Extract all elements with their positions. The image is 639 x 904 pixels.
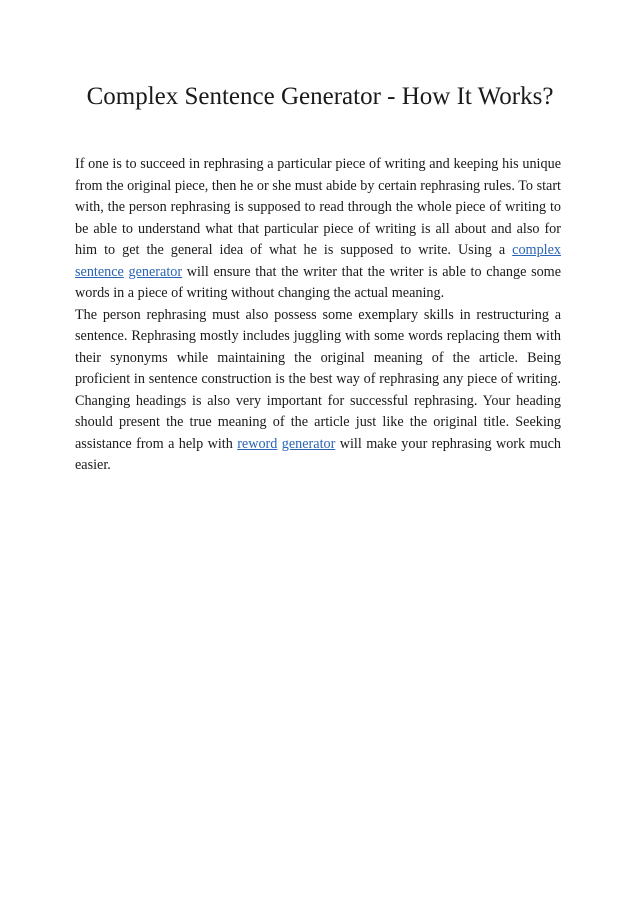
- link-generator[interactable]: generator: [128, 263, 183, 280]
- paragraph-1: [75, 154, 561, 305]
- link-complex[interactable]: complex: [512, 242, 561, 258]
- paragraph-2-text-start: The person rephrasing must also possess some exemplary skills in restructuring a sentence. Rephrasing mostly includes juggling with some words replacing them with their synonyms while maintaining the original meaning of the article. Being proficient in sentence construction is the best way of rephrasing any piece of writing. Changing headings is also very important for successful rephrasing. Your heading should present the true meaning of the article just like the original title. Seeking assistance from a help with: [75, 306, 561, 452]
- document-body: [75, 154, 561, 477]
- paragraph-2: [75, 305, 561, 477]
- link-reword-generator[interactable]: generator: [281, 435, 336, 452]
- paragraph-1-text-start: If one is to succeed in rephrasing a particular piece of writing and keeping his unique from the original piece, then he or she must abide by certain rephrasing rules. To start with, the person rephrasing is supposed to read through the whole piece of writing to be able to understand what that particular piece of writing is all about and also for him to get the general idea of what he is supposed to write. Using a: [75, 156, 561, 258]
- paragraph-1-text-end: will ensure that the writer that the writer is able to change some words in a piece of writing without changing the actual meaning.: [75, 263, 562, 301]
- link-reword[interactable]: reword: [237, 435, 278, 452]
- document-title: Complex Sentence Generator - How It Works?: [86, 83, 554, 110]
- paragraph-2-text-end: will make your rephrasing work much easier.: [75, 435, 562, 473]
- link-sentence[interactable]: sentence: [75, 263, 124, 280]
